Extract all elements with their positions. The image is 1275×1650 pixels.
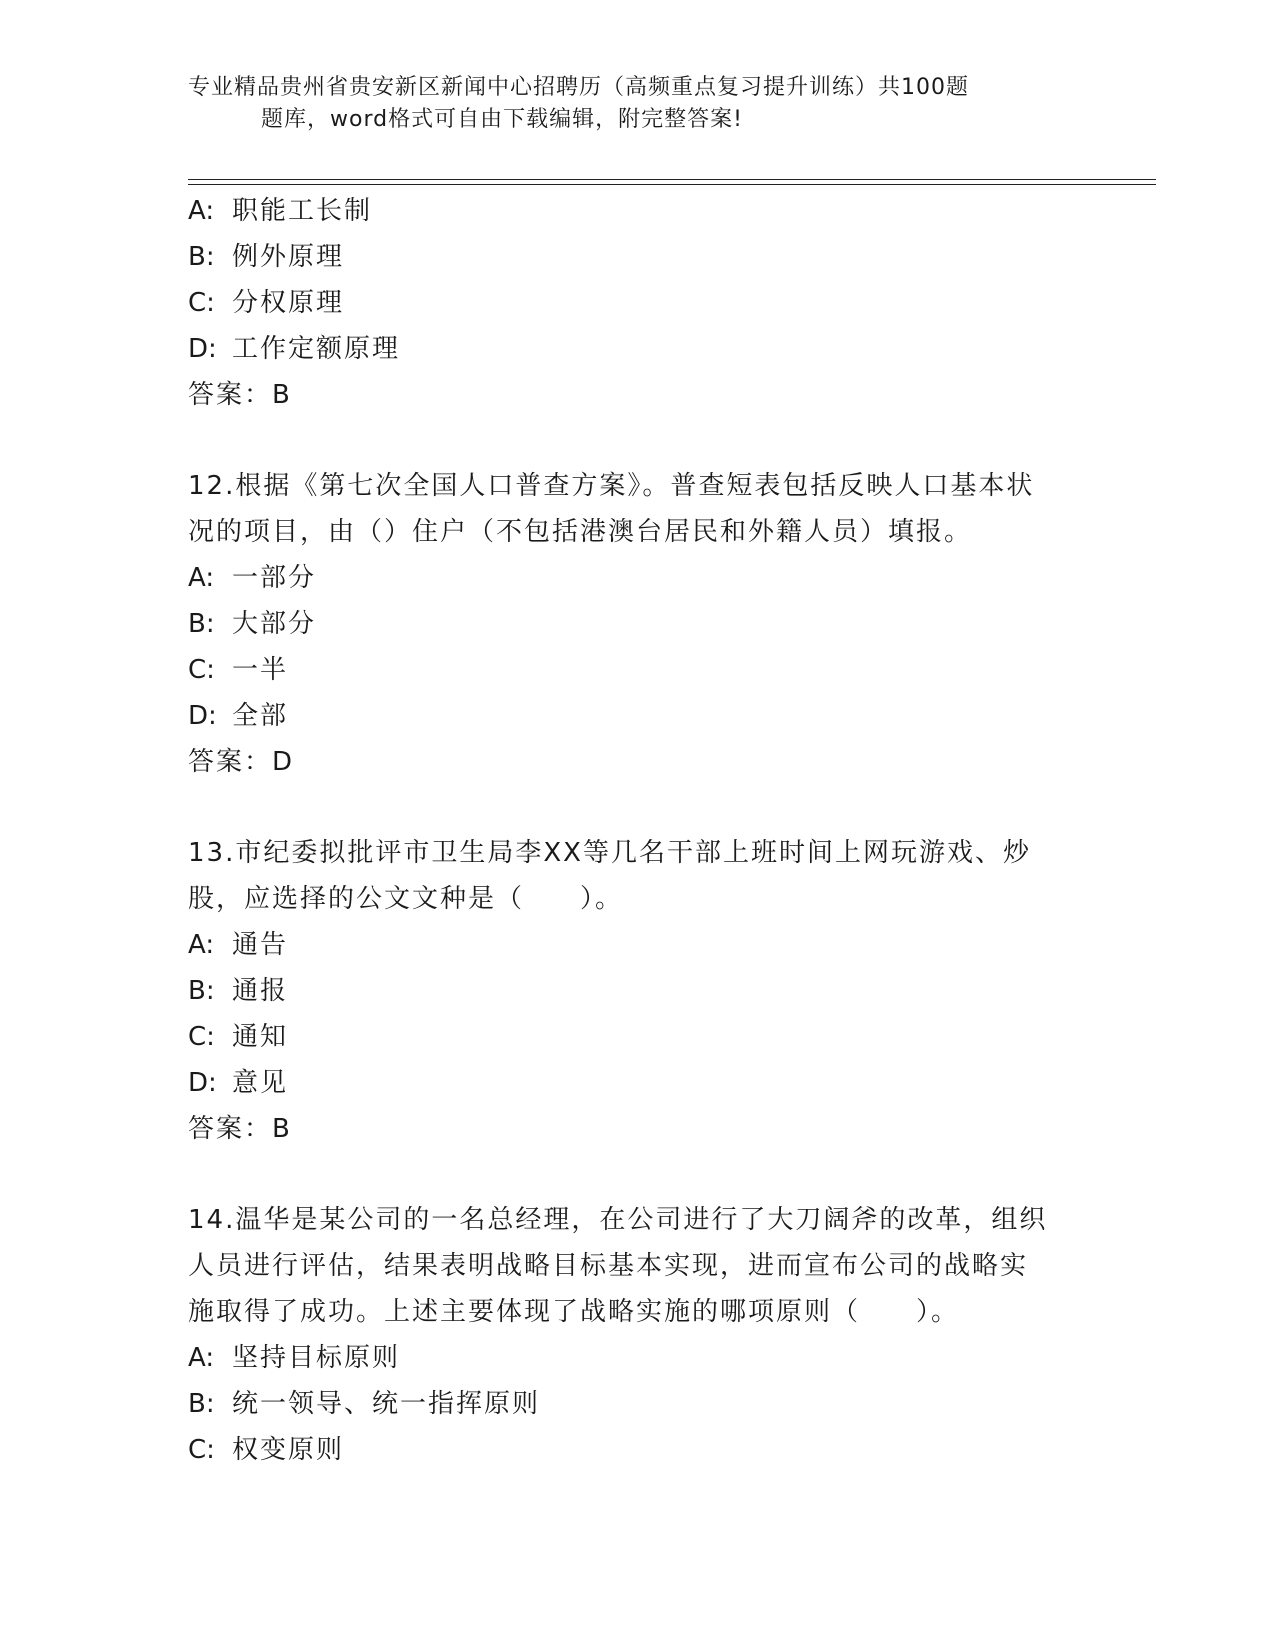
option-label: C:: [188, 1022, 215, 1052]
question-13: [188, 830, 1088, 1152]
option-label: B:: [188, 976, 215, 1006]
answer-label: 答案：: [188, 380, 273, 410]
option-c: [188, 280, 1088, 326]
option-label: A:: [188, 196, 215, 226]
option-label: B:: [188, 242, 215, 272]
option-b: [188, 1381, 1088, 1427]
question-stem-line: 况的项目，由（）住户（不包括港澳台居民和外籍人员）填报。: [188, 517, 973, 547]
option-c: [188, 647, 1088, 693]
option-label: C:: [188, 1435, 215, 1465]
option-text: 一半: [232, 655, 289, 685]
option-label: B:: [188, 609, 215, 639]
option-text: 大部分: [232, 609, 317, 639]
question-stem-line: 12.根据《第七次全国人口普查方案》。普查短表包括反映人口基本状: [188, 471, 1035, 501]
option-label: C:: [188, 288, 215, 318]
option-text: 全部: [232, 701, 289, 731]
option-a: [188, 1335, 1088, 1381]
option-label: A:: [188, 930, 215, 960]
question-stem-line: 施取得了成功。上述主要体现了战略实施的哪项原则（ ）。: [188, 1297, 960, 1327]
option-a: [188, 188, 1088, 234]
question-stem-line: 人员进行评估，结果表明战略目标基本实现，进而宣布公司的战略实: [188, 1251, 1029, 1281]
option-text: 统一领导、统一指挥原则: [232, 1389, 541, 1419]
question-14: [188, 1197, 1088, 1473]
option-label: B:: [188, 1389, 215, 1419]
answer-line: [188, 1106, 1088, 1152]
option-b: [188, 234, 1088, 280]
option-label: D:: [188, 334, 217, 364]
header-title-line-2: 题库，word格式可自由下载编辑，附完整答案!: [261, 107, 743, 132]
question-12: [188, 463, 1088, 785]
option-text: 通告: [232, 930, 289, 960]
document-header: [188, 72, 1058, 136]
option-text: 坚持目标原则: [232, 1343, 401, 1373]
option-text: 意见: [232, 1068, 289, 1098]
header-divider-top: [188, 179, 1156, 180]
question-stem-line: 14.温华是某公司的一名总经理，在公司进行了大刀阔斧的改革，组织: [188, 1205, 1048, 1235]
spacer: [188, 785, 1088, 830]
option-label: C:: [188, 655, 215, 685]
option-text: 职能工长制: [232, 196, 373, 226]
option-label: D:: [188, 701, 217, 731]
option-label: A:: [188, 1343, 215, 1373]
option-text: 工作定额原理: [232, 334, 401, 364]
question-stem-line: 13.市纪委拟批评市卫生局李XX等几名干部上班时间上网玩游戏、炒: [188, 838, 1031, 868]
question-list: [188, 188, 1088, 1473]
spacer: [188, 418, 1088, 463]
answer-line: [188, 372, 1088, 418]
option-d: [188, 326, 1088, 372]
question-11: [188, 188, 1088, 418]
spacer: [188, 1152, 1088, 1197]
option-b: [188, 968, 1088, 1014]
question-stem-line: 股，应选择的公文文种是（ ）。: [188, 884, 624, 914]
option-c: [188, 1427, 1088, 1473]
option-text: 例外原理: [232, 242, 345, 272]
answer-value: B: [272, 1114, 292, 1144]
option-text: 通知: [232, 1022, 289, 1052]
option-label: D:: [188, 1068, 217, 1098]
option-text: 通报: [232, 976, 289, 1006]
option-text: 分权原理: [232, 288, 345, 318]
header-divider-bottom: [188, 184, 1156, 185]
answer-line: [188, 739, 1088, 785]
option-b: [188, 601, 1088, 647]
option-label: A:: [188, 563, 215, 593]
option-text: 权变原则: [232, 1435, 345, 1465]
option-d: [188, 693, 1088, 739]
option-c: [188, 1014, 1088, 1060]
option-a: [188, 555, 1088, 601]
answer-value: B: [272, 380, 292, 410]
option-a: [188, 922, 1088, 968]
option-text: 一部分: [232, 563, 317, 593]
answer-label: 答案：: [188, 747, 273, 777]
answer-value: D: [272, 747, 295, 777]
option-d: [188, 1060, 1088, 1106]
header-title-line-1: 专业精品贵州省贵安新区新闻中心招聘历（高频重点复习提升训练）共100题: [188, 75, 969, 100]
answer-label: 答案：: [188, 1114, 273, 1144]
